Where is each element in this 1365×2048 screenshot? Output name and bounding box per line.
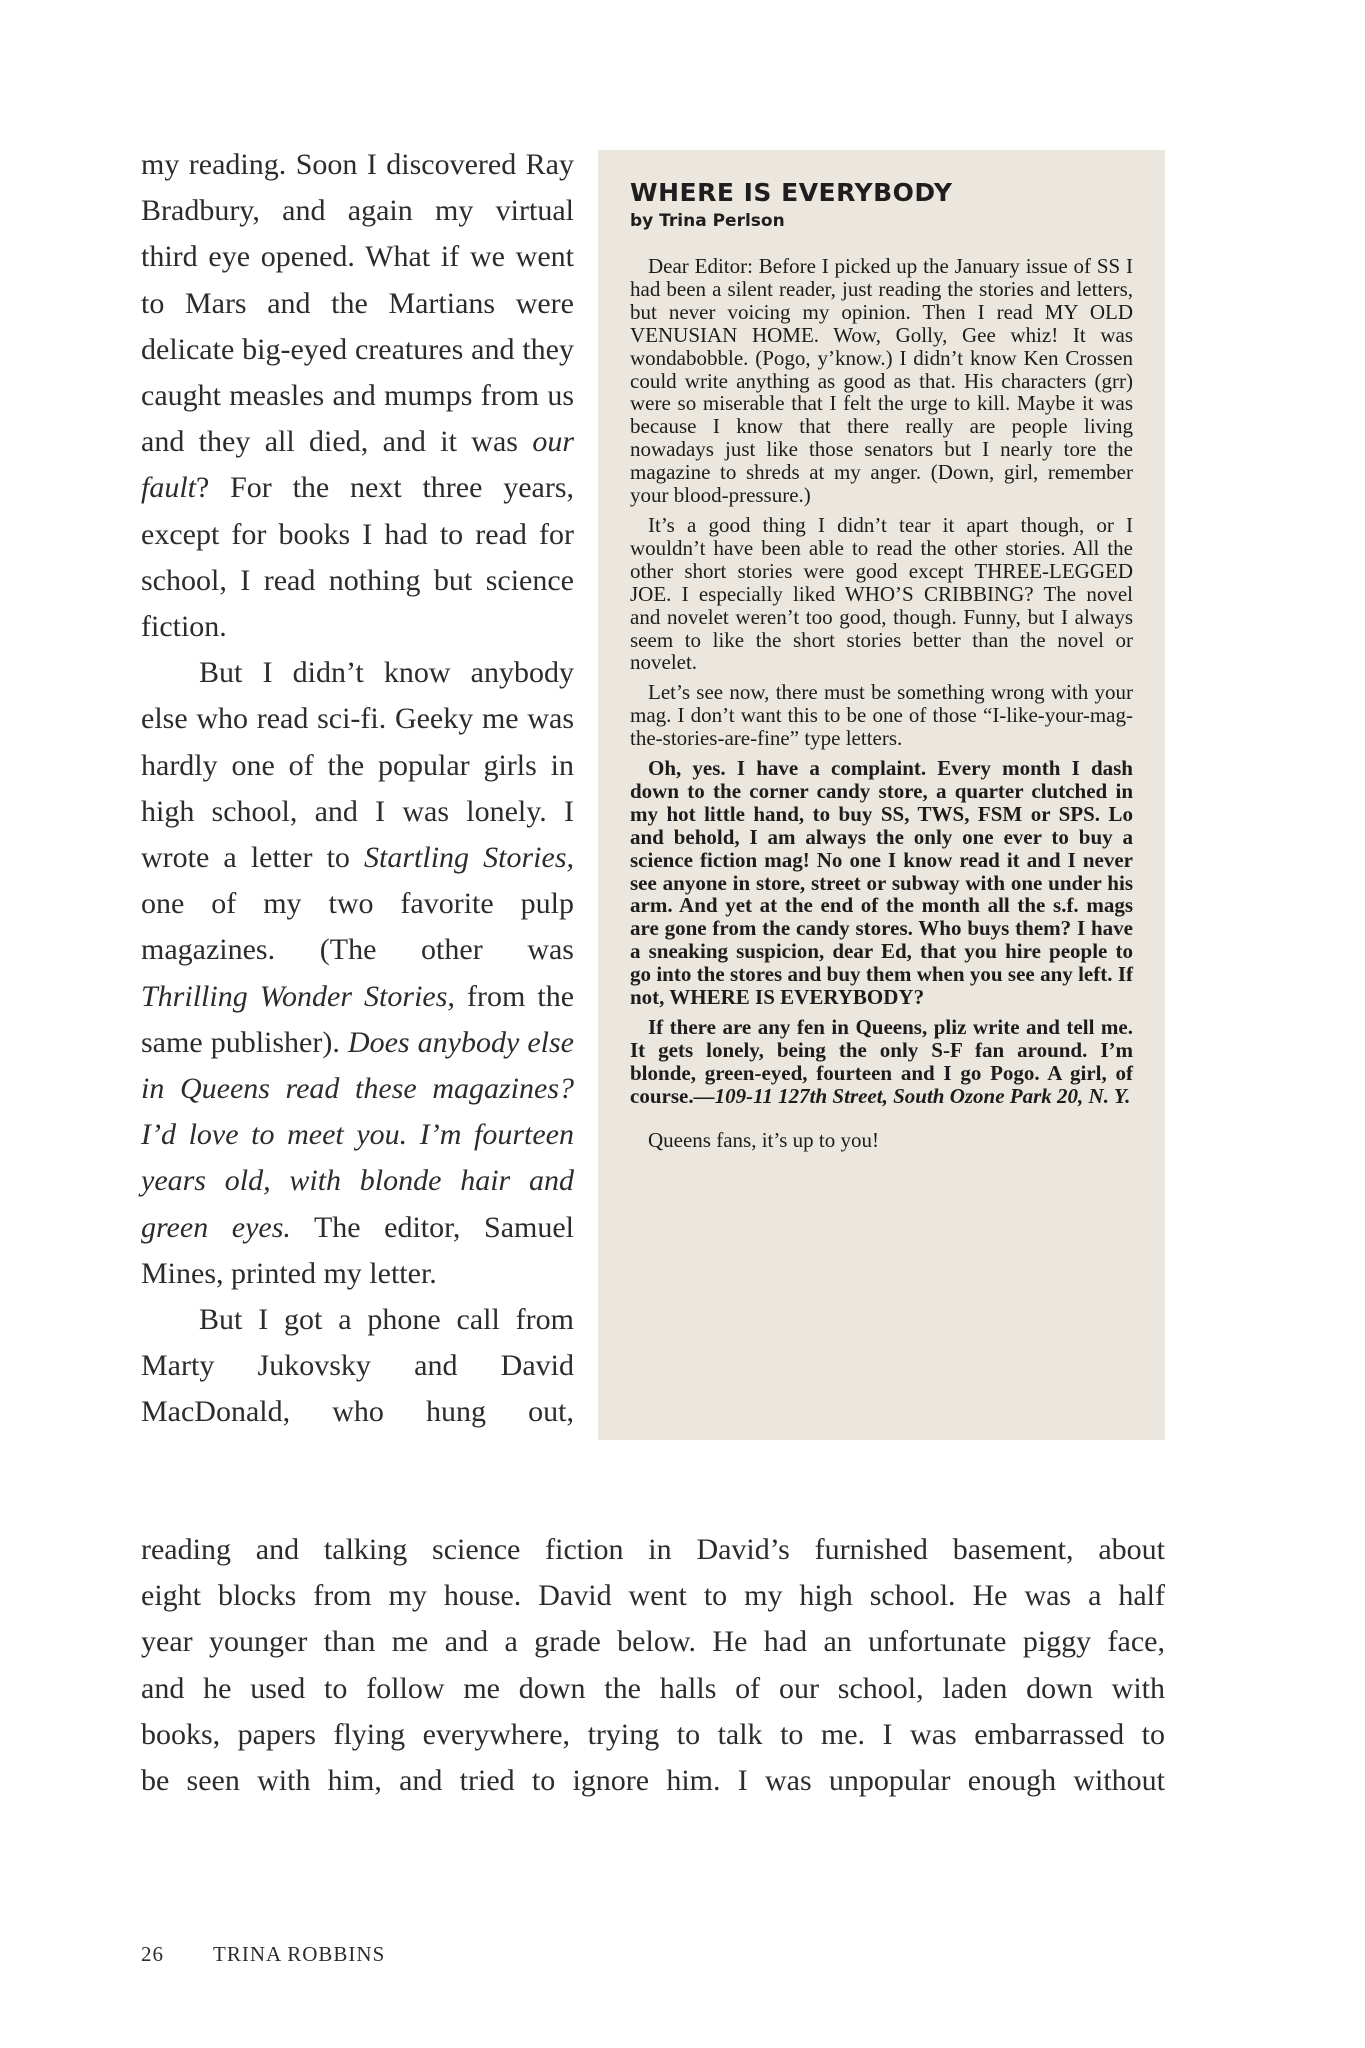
editor-reply: Queens fans, it’s up to you! — [648, 1127, 879, 1152]
letter-paragraph: Oh, yes. I have a complaint. Every month I dash down to the corner candy store, a quarter clutched in my hot little hand, to buy SS, TWS, FSM or SPS. Lo and behold, I am always the only one ever to buy a science fiction mag! No one I know read it and I never see anyone in store, street or subway with one under his arm. And yet at the end of the month all the s.f. mags are gone from the candy stores. Who buys them? I have a sneaking suspicion, dear Ed, that you hire people to go into the stores and buy them when you see any left. If not, WHERE IS EVERYBODY? — [630, 756, 1133, 1010]
letter-address: —109-11 127th Street, South Ozone Park 20, N. Y. — [693, 1083, 1131, 1108]
clipping-byline: by Trina Perlson — [630, 211, 785, 231]
left-column-text — [141, 142, 574, 1436]
magazine-clipping — [598, 150, 1165, 1440]
letter-paragraph: Let’s see now, there must be something wrong with your mag. I don’t want this to be one of those “I-like-your-mag-the-stories-are-fine” type letters. — [630, 680, 1133, 751]
clipping-title: WHERE IS EVERYBODY — [630, 178, 953, 207]
paragraph: my reading. Soon I discovered Ray Bradbury, and again my virtual third eye opened. What if we went to Mars and the Martians were delicate big-eyed creatures and they caught measles and mumps from us and they all died, and it was our fault? For the next three years, except for books I had to read for school, I read nothing but science fiction. — [141, 148, 574, 644]
page-footer — [141, 1942, 385, 1967]
paragraph: But I got a phone call from Marty Jukovsky and David MacDonald, who hung out, — [141, 1303, 574, 1429]
letter-paragraph: If there are any fen in Queens, pliz write and tell me. It gets lonely, being the only S-F fan around. I’m blonde, green-eyed, fourteen and I go Pogo. A girl, of course.—109-11 127th Street, South Ozone Park 20, N. Y. — [630, 1015, 1133, 1108]
full-width-text — [141, 1527, 1165, 1804]
paragraph: But I didn’t know anybody else who read sci-fi. Geeky me was hardly one of the popular girls in high school, and I was lonely. I wrote a letter to Startling Stories, one of my two favorite pulp magazines. (The other was Thrilling Wonder Stories, from the same publisher). Does anybody else in Queens read these magazines? I’d love to meet you. I’m fourteen years old, with blonde hair and green eyes. The editor, Samuel Mines, printed my letter. — [141, 656, 575, 1290]
letter-paragraph: Dear Editor: Before I picked up the January issue of SS I had been a silent reader, just reading the stories and letters, but never voicing my opinion. Then I read MY OLD VENUSIAN HOME. Wow, Golly, Gee whiz! It was wondabobble. (Pogo, y’know.) I didn’t know Ken Crossen could write anything as good as that. His characters (grr) were so miserable that I felt the urge to kill. Maybe it was because I know that there really are people living nowadays just like those senators but I nearly tore the magazine to shreds at my anger. (Down, girl, remember your blood-pressure.) — [630, 254, 1133, 508]
running-author: TRINA ROBBINS — [213, 1942, 386, 1966]
paragraph: reading and talking science fiction in David’s furnished basement, about eight blocks from my house. David went to my high school. He was a half year younger than me and a grade below. He had an unfortunate piggy face, and he used to follow me down the halls of our school, laden down with books, papers flying everywhere, trying to talk to me. I was embarrassed to be seen with him, and tried to ignore him. I was unpopular enough without — [141, 1533, 1165, 1798]
clipping-letter — [630, 255, 1133, 1108]
letter-paragraph: It’s a good thing I didn’t tear it apart though, or I wouldn’t have been able to read the other stories. All the other short stories were good except THREE-LEGGED JOE. I especially liked WHO’S CRIBBING? The novel and novelet weren’t too good, though. Funny, but I always seem to like the short stories better than the novel or novelet. — [630, 512, 1133, 675]
page-number: 26 — [141, 1942, 164, 1966]
